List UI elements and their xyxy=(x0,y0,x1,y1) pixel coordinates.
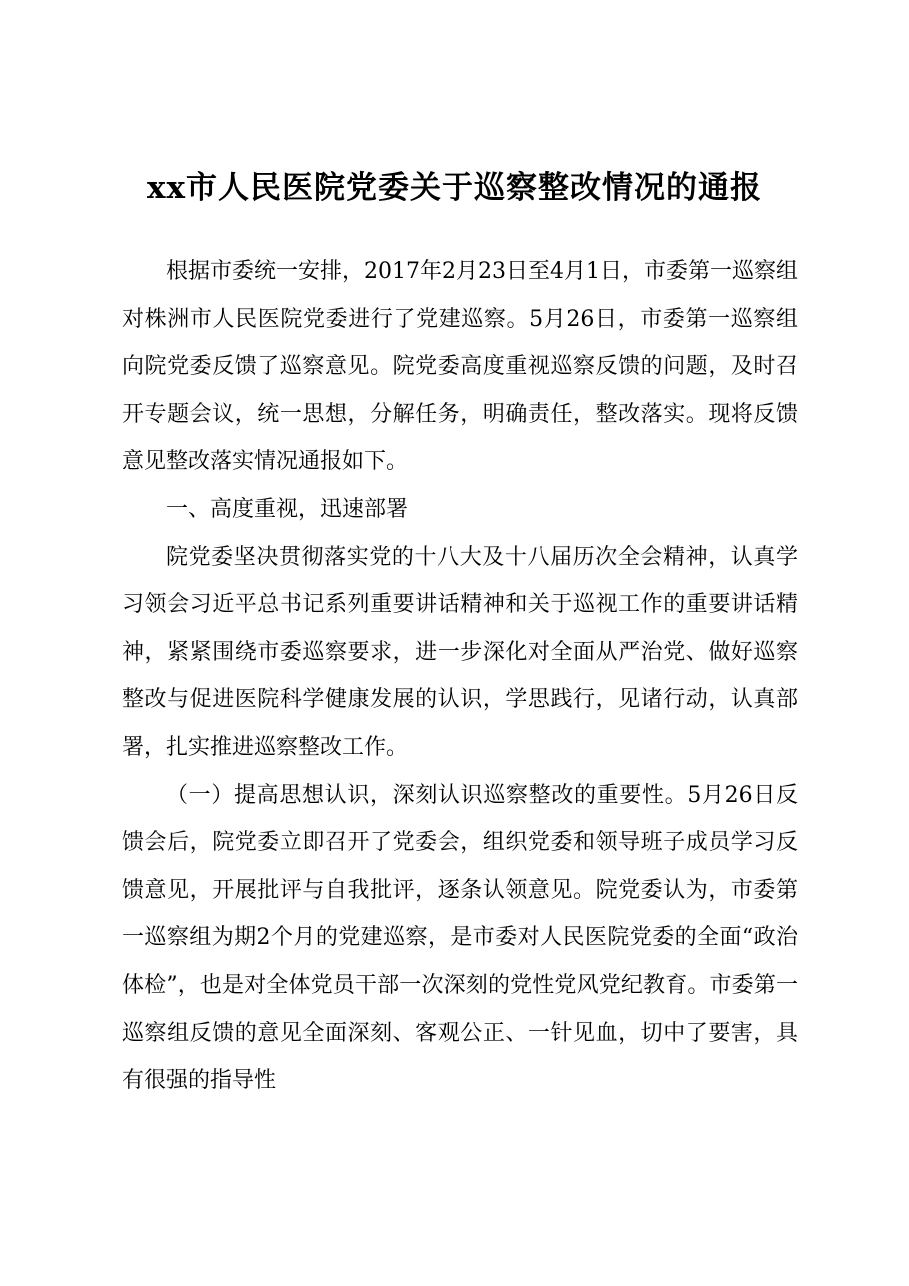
paragraph-subsection-1: （一）提高思想认识，深刻认识巡察整改的重要性。5月26日反馈会后，院党委立即召开了党委会，组织党委和领导班子成员学习反馈意见，开展批评与自我批评，逐条认领意见。院党委认为，市委第一巡察组为期2个月的党建巡察，是市委对人民医院党委的全面“政治体检”，也是对全体党员干部一次深刻的党性党风党纪教育。市委第一巡察组反馈的意见全面深刻、客观公正、一针见血，切中了要害，具有很强的指导性 xyxy=(122,782,798,1094)
document-title: xx市人民医院党委关于巡察整改情况的通报 xyxy=(147,170,762,206)
section-heading-1: 一、高度重视，迅速部署 xyxy=(166,496,409,522)
document-body xyxy=(122,248,798,1105)
paragraph-section-1: 院党委坚决贯彻落实党的十八大及十八届历次全会精神，认真学习领会习近平总书记系列重要讲话精神和关于巡视工作的重要讲话精神，紧紧围绕市委巡察要求，进一步深化对全面从严治党、做好巡察整改与促进医院科学健康发展的认识，学思践行，见诸行动，认真部署，扎实推进巡察整改工作。 xyxy=(122,544,798,760)
paragraph-intro: 根据市委统一安排，2017年2月23日至4月1日，市委第一巡察组对株洲市人民医院党委进行了党建巡察。5月26日，市委第一巡察组向院党委反馈了巡察意见。院党委高度重视巡察反馈的问题，及时召开专题会议，统一思想，分解任务，明确责任，整改落实。现将反馈意见整改落实情况通报如下。 xyxy=(122,259,798,475)
